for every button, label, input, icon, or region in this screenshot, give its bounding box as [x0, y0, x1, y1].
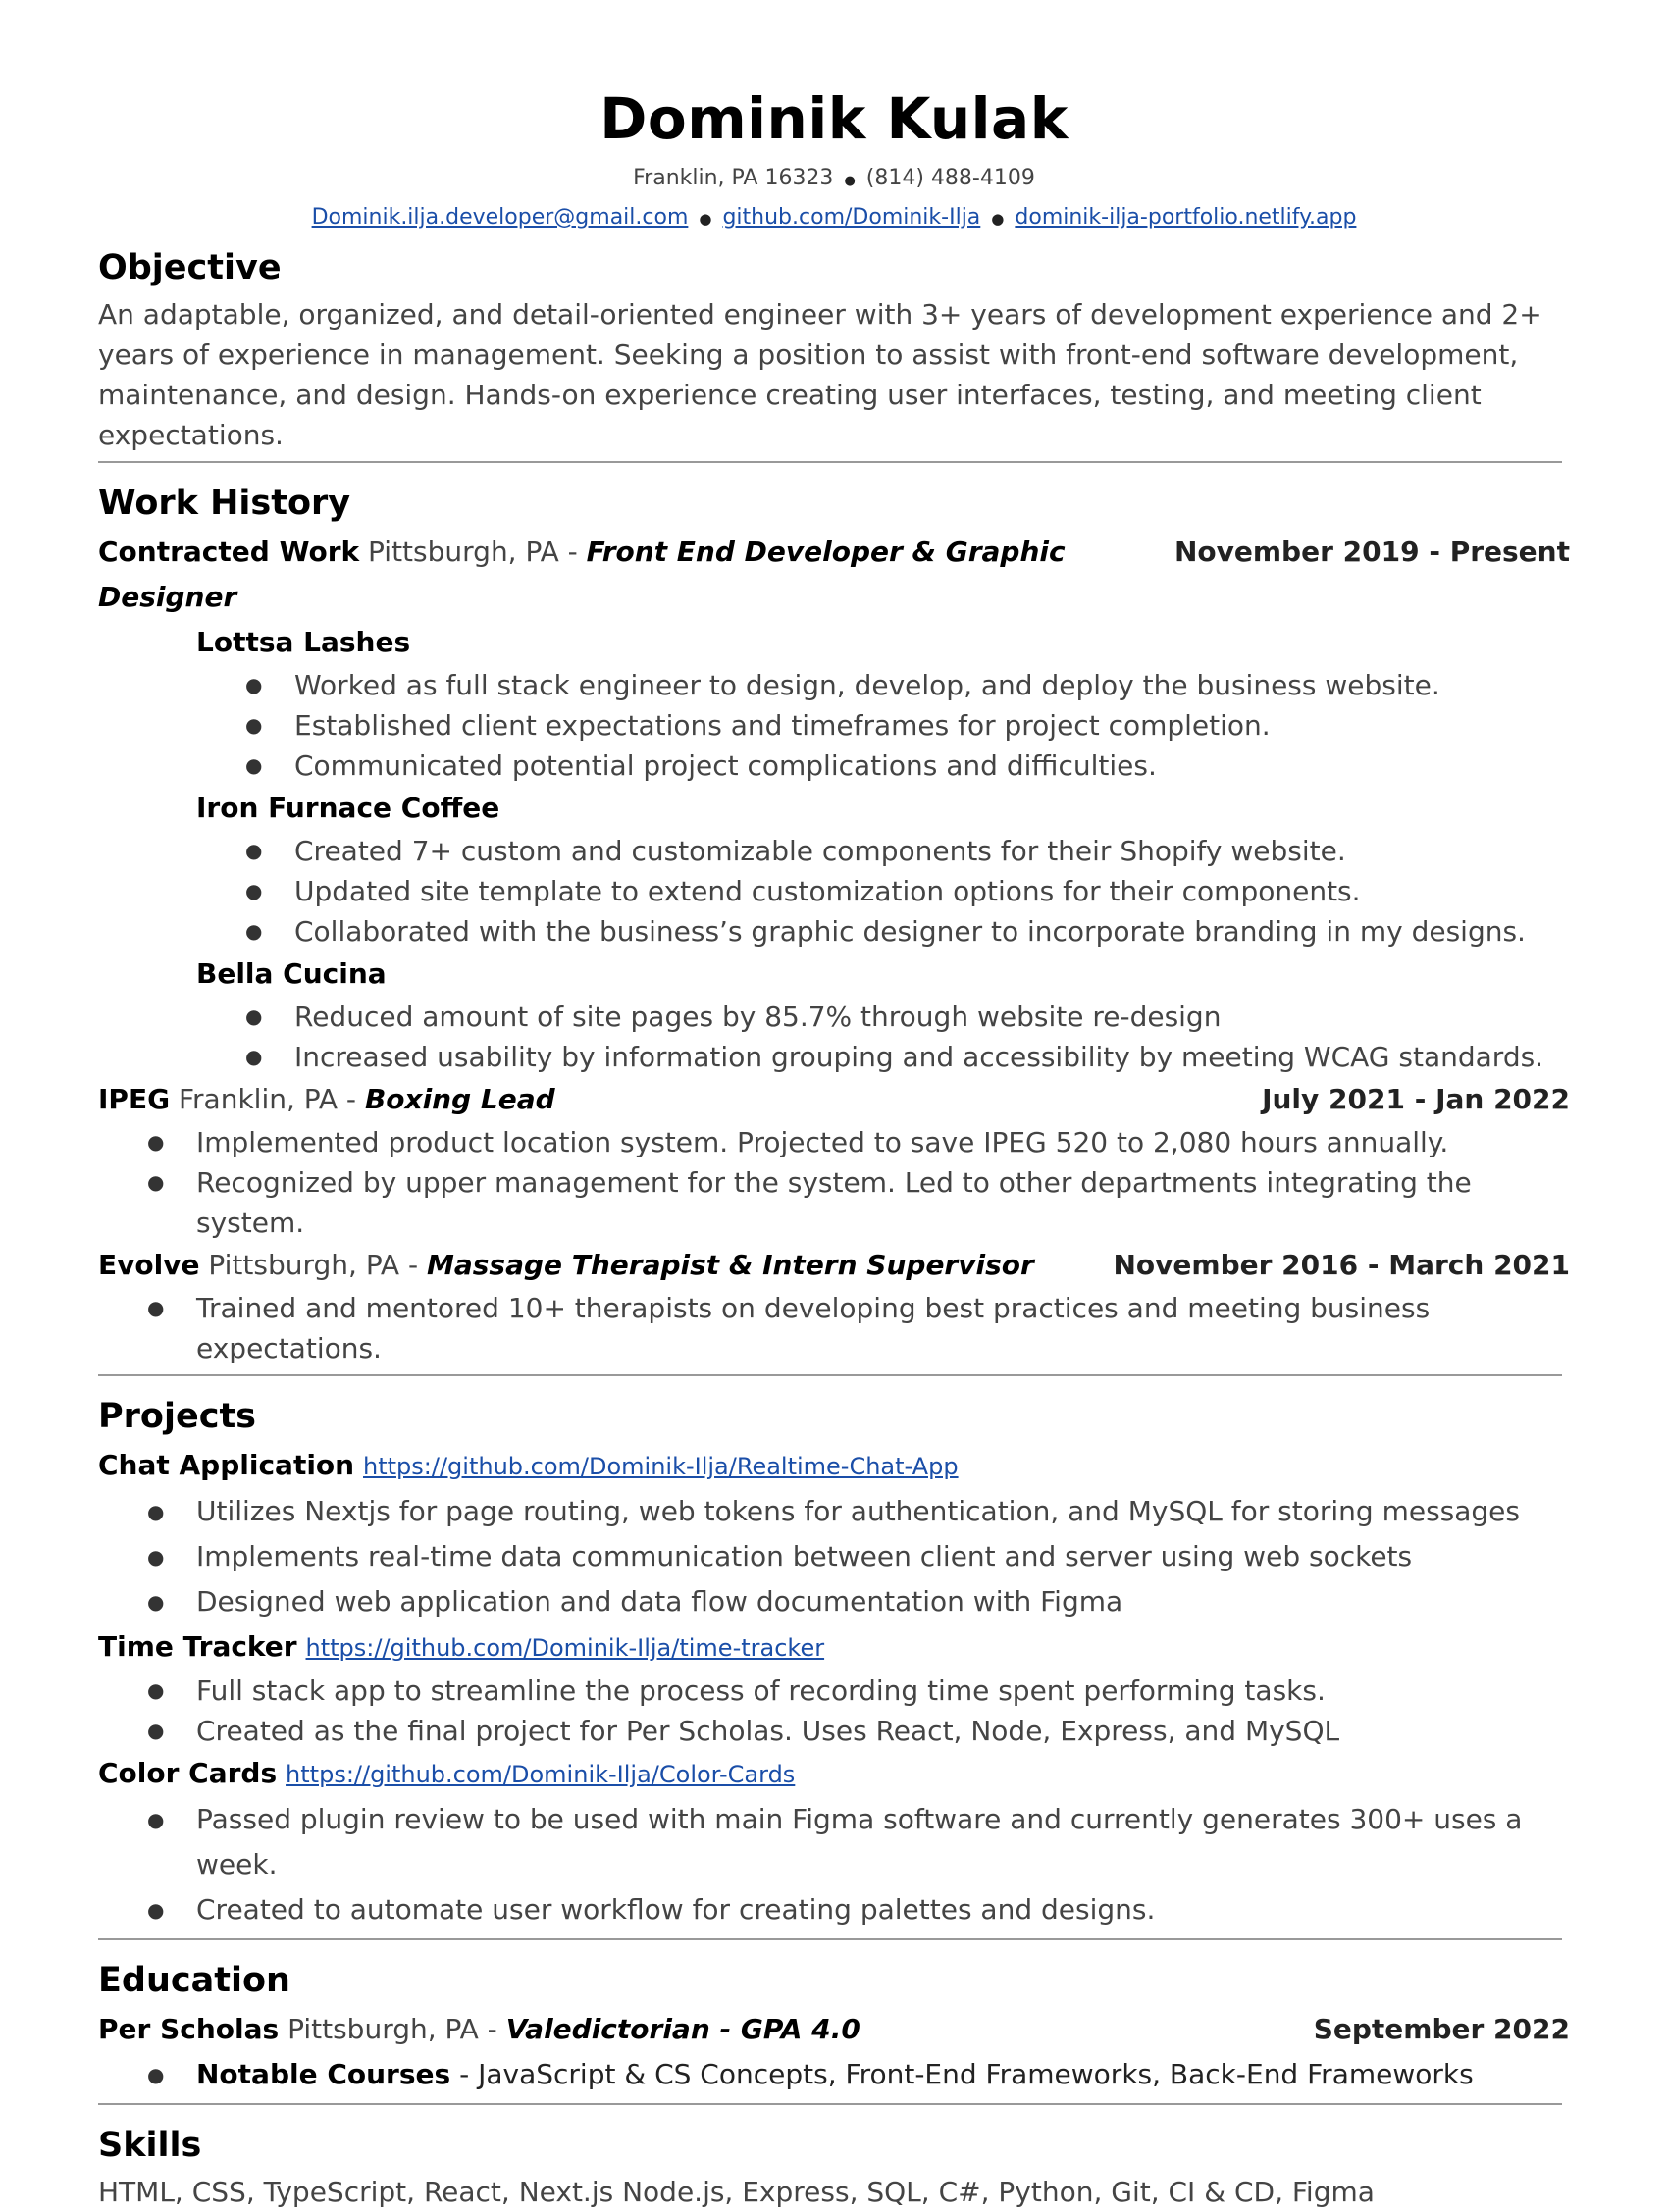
- section-divider: [98, 1938, 1562, 1940]
- list-item: ● Collaborated with the business’s graphic designer to incorporate branding in my designs.: [294, 911, 1570, 952]
- project-name: Color Cards: [98, 1757, 278, 1789]
- list-item: ● Updated site template to extend customization options for their components.: [294, 871, 1570, 911]
- project-name: Time Tracker: [98, 1630, 297, 1663]
- project-link[interactable]: https://github.com/Dominik-Ilja/time-tracker: [305, 1634, 825, 1662]
- separator-dot: ●: [699, 210, 712, 228]
- list-item: ● Designed web application and data flow documentation with Figma: [196, 1579, 1570, 1624]
- contact-line: [98, 161, 1570, 199]
- links-line: [98, 199, 1570, 237]
- project-header: [98, 1624, 1570, 1671]
- list-item: ● Utilizes Nextjs for page routing, web tokens for authentication, and MySQL for storing messages: [196, 1489, 1570, 1534]
- skills-text: HTML, CSS, TypeScript, React, Next.js Node.js, Express, SQL, C#, Python, Git, CI & CD, Figma: [98, 2176, 1375, 2208]
- list-item: ● Passed plugin review to be used with main Figma software and currently generates 300+ uses a week.: [196, 1797, 1570, 1887]
- objective-text: An adaptable, organized, and detail-oriented engineer with 3+ years of development experience and 2+ years of experience in management. Seeking a position to assist with front-end software development, maintenance, and design. Hands-on experience creating user interfaces, testing, and meeting client expectations.: [98, 298, 1542, 451]
- resume-page: [98, 77, 1570, 2212]
- list-item: ● Communicated potential project complications and difficulties.: [294, 746, 1570, 786]
- section-heading-work-history: Work History: [98, 484, 351, 523]
- job-role: Boxing Lead: [364, 1083, 555, 1115]
- school-location: Pittsburgh, PA -: [287, 2013, 506, 2045]
- job-company: Evolve: [98, 1249, 200, 1281]
- job-header: [98, 1077, 1570, 1122]
- job-location: Franklin, PA -: [178, 1083, 365, 1115]
- section-divider: [98, 1374, 1562, 1376]
- github-link[interactable]: github.com/Dominik-Ilja: [722, 205, 981, 230]
- project-header: [98, 1443, 1570, 1489]
- job-company: Contracted Work: [98, 536, 360, 568]
- job-role: Front End Developer & Graphic Designer: [98, 536, 1066, 613]
- list-item: ● Established client expectations and timeframes for project completion.: [294, 705, 1570, 746]
- project-header: [98, 1751, 1570, 1797]
- job-header: [98, 530, 1570, 620]
- project-link[interactable]: https://github.com/Dominik-Ilja/Realtime-Chat-App: [363, 1453, 959, 1480]
- list-item: ● Created 7+ custom and customizable components for their Shopify website.: [294, 831, 1570, 871]
- project-link[interactable]: https://github.com/Dominik-Ilja/Color-Cards: [286, 1761, 796, 1788]
- list-item: ● Increased usability by information grouping and accessibility by meeting WCAG standards.: [294, 1037, 1570, 1077]
- separator-dot: ●: [844, 174, 856, 188]
- list-item: ● Reduced amount of site pages by 85.7% through website re-design: [294, 997, 1570, 1037]
- job-dates: July 2021 - Jan 2022: [1262, 1083, 1570, 1115]
- courses-text: - JavaScript & CS Concepts, Front-End Frameworks, Back-End Frameworks: [450, 2058, 1474, 2090]
- school-honor: Valedictorian - GPA 4.0: [505, 2013, 860, 2045]
- list-item: ● Created as the final project for Per Scholas. Uses React, Node, Express, and MySQL: [196, 1711, 1570, 1751]
- section-divider: [98, 2103, 1562, 2105]
- list-item: ● Trained and mentored 10+ therapists on developing best practices and meeting business expectations.: [196, 1288, 1570, 1368]
- list-item: ● Created to automate user workflow for creating palettes and designs.: [196, 1887, 1570, 1932]
- client-name: Bella Cucina: [196, 957, 387, 990]
- client-name: Lottsa Lashes: [196, 626, 411, 658]
- separator-dot: ●: [991, 210, 1005, 228]
- section-heading-objective: Objective: [98, 248, 282, 287]
- courses-label: Notable Courses: [196, 2058, 451, 2090]
- client-name: Iron Furnace Coffee: [196, 792, 500, 824]
- list-item: ● Full stack app to streamline the process of recording time spent performing tasks.: [196, 1671, 1570, 1711]
- project-name: Chat Application: [98, 1449, 355, 1481]
- email-link[interactable]: Dominik.ilja.developer@gmail.com: [311, 205, 689, 230]
- job-company: IPEG: [98, 1083, 171, 1115]
- job-location: Pittsburgh, PA -: [208, 1249, 427, 1281]
- job-role: Massage Therapist & Intern Supervisor: [426, 1249, 1034, 1281]
- list-item: ● Recognized by upper management for the system. Led to other departments integrating the system.: [196, 1162, 1570, 1243]
- job-dates: November 2016 - March 2021: [1113, 1249, 1570, 1281]
- list-item: [196, 2052, 1570, 2097]
- school-name: Per Scholas: [98, 2013, 280, 2045]
- section-heading-education: Education: [98, 1961, 290, 2000]
- phone: (814) 488-4109: [865, 166, 1035, 190]
- portfolio-link[interactable]: dominik-ilja-portfolio.netlify.app: [1015, 205, 1357, 230]
- list-item: ● Implemented product location system. Projected to save IPEG 520 to 2,080 hours annually.: [196, 1122, 1570, 1162]
- section-heading-skills: Skills: [98, 2126, 202, 2165]
- section-divider: [98, 461, 1562, 463]
- list-item: ● Implements real-time data communication between client and server using web sockets: [196, 1534, 1570, 1579]
- job-dates: November 2019 - Present: [1173, 536, 1570, 568]
- section-heading-projects: Projects: [98, 1397, 257, 1436]
- job-location: Pittsburgh, PA -: [368, 536, 587, 568]
- education-date: September 2022: [1313, 2013, 1570, 2045]
- list-item: ● Worked as full stack engineer to design, develop, and deploy the business website.: [294, 665, 1570, 705]
- education-header: [98, 2007, 1570, 2052]
- candidate-name: Dominik Kulak: [599, 85, 1069, 152]
- location: Franklin, PA 16323: [633, 166, 834, 190]
- job-header: [98, 1243, 1570, 1288]
